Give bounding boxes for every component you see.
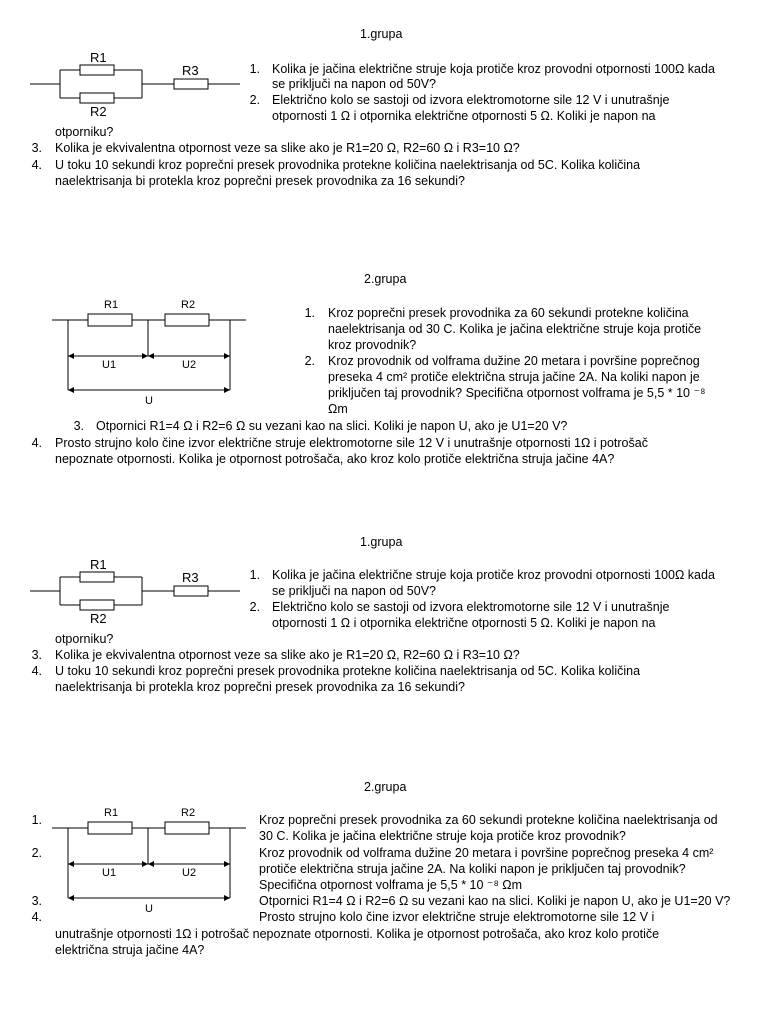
q2-number: 2. [249,93,260,107]
g3-q3: Kolika je ekvivalentna otpornost veze sa slike ako je R1=20 Ω, R2=60 Ω i R3=10 Ω? [55,648,520,662]
q4-number: 4. [31,664,42,678]
q3-number: 3. [31,141,42,155]
g4-q1-line1: Kroz poprečni presek provodnika za 60 sekundi protekne količina naelektrisanja od [259,813,718,827]
g1-q2-line1: Električno kolo se sastoji od izvora elektromotorne sile 12 V i unutrašnje [272,93,670,107]
label-u1: U1 [102,867,117,879]
g3-q4-line1: U toku 10 sekundi kroz poprečni presek provodnika protekne količina naelektrisanja od 5C. Kolika količina [55,664,641,678]
g3-q4-line2: naelektrisanja bi protekla kroz poprečni presek provodnika za 16 sekundi? [55,680,465,694]
g1-q1-line1: Kolika je jačina električne struje koja protiče kroz provodni otpornosti 100Ω kada [272,62,715,76]
g4-q2-line2: protiče električna struja jačine 2A. Na koliki napon je priključen taj provodnik? [259,862,686,876]
q1-number: 1. [31,813,42,827]
q4-number: 4. [31,158,42,172]
label-r1: R1 [90,557,107,572]
g1-q3: Kolika je ekvivalentna otpornost veze sa slike ako je R1=20 Ω, R2=60 Ω i R3=10 Ω? [55,141,520,155]
g4-q2-line3: Specifična otpornost volframa je 5,5 * 10 ⁻⁸ Ωm [259,878,523,892]
label-r2: R2 [181,807,196,819]
label-r2: R2 [90,104,107,119]
g1-q2-line3: otporniku? [55,125,114,139]
g1-q4-line1: U toku 10 sekundi kroz poprečni presek provodnika protekne količina naelektrisanja od 5C. Kolika količina [55,158,641,172]
label-u: U [145,395,153,407]
g1-q2-line2: otpornosti 1 Ω i otpornika električne otpornosti 5 Ω. Koliki je napon na [272,109,656,123]
label-u1: U1 [102,359,117,371]
g3-q2-line1: Električno kolo se sastoji od izvora elektromotorne sile 12 V i unutrašnje [272,600,670,614]
g2-q3: Otpornici R1=4 Ω i R2=6 Ω su vezani kao na slici. Koliki je napon U, ako je U1=20 V? [96,419,568,433]
g3-q1-line1: Kolika je jačina električne struje koja protiče kroz provodni otpornosti 100Ω kada [272,568,715,582]
label-u2: U2 [182,867,197,879]
g1-q4-line2: naelektrisanja bi protekla kroz poprečni presek provodnika za 16 sekundi? [55,174,465,188]
group4-title: 2.grupa [364,780,407,794]
g1-q1-line2: se priključi na napon od 50V? [272,77,437,91]
g2-q2-line2: preseka 4 cm² protiče električna struja jačine 2A. Na koliki napon je [328,370,700,384]
g2-q1-line3: kroz provodnik? [328,338,417,352]
label-r2: R2 [181,299,196,311]
g2-q2-line3: priključen taj provodnik? Specifična otpornost volframa je 5,5 * 10 ⁻⁸ [328,386,706,400]
q1-number: 1. [249,568,260,582]
q3-number: 3. [31,894,42,908]
label-r1: R1 [104,807,119,819]
label-r3: R3 [182,570,199,585]
group1-title: 1.grupa [360,27,403,41]
q2-number: 2. [304,354,315,368]
q1-number: 1. [249,62,260,76]
g3-q2-line2: otpornosti 1 Ω i otpornika električne otpornosti 5 Ω. Koliki je napon na [272,616,656,630]
g2-q2-line4: Ωm [328,402,348,416]
label-r3: R3 [182,63,199,78]
g2-q4-line2: nepoznate otpornosti. Kolika je otpornost potrošača, ako kroz kolo protiče električna struja jačine 4A? [55,452,615,466]
g4-q4-line2: unutrašnje otpornosti 1Ω i potrošač nepoznate otpornosti. Kolika je otpornost potrošača, ako kroz kolo protiče [55,927,660,941]
q3-number: 3. [31,648,42,662]
g4-q1-line2: 30 C. Kolika je jačina električne struje koja protiče kroz provodnik? [259,829,626,843]
g2-q4-line1: Prosto strujno kolo čine izvor električne struje elektromotorne sile 12 V i unutrašnje otpornosti 1Ω i potrošač [55,436,648,450]
g4-q4-line1: Prosto strujno kolo čine izvor električne struje elektromotorne sile 12 V i [259,910,655,924]
q3-number: 3. [73,419,84,433]
q4-number: 4. [31,436,42,450]
group3-title: 1.grupa [360,535,403,549]
label-r1: R1 [90,50,107,65]
q2-number: 2. [249,600,260,614]
q4-number: 4. [31,910,42,924]
g4-q3: Otpornici R1=4 Ω i R2=6 Ω su vezani kao na slici. Koliki je napon U, ako je U1=20 V? [259,894,731,908]
g2-q1-line2: naelektrisanja od 30 C. Kolika je jačina električne struje koja protiče [328,322,702,336]
q2-number: 2. [31,846,42,860]
q1-number: 1. [304,306,315,320]
label-r1: R1 [104,299,119,311]
g4-q2-line1: Kroz provodnik od volframa dužine 20 metara i površine poprečnog preseka 4 cm² [259,846,714,860]
label-u: U [145,903,153,915]
g2-q2-line1: Kroz provodnik od volframa dužine 20 metara i površine poprečnog [328,354,700,368]
g3-q1-line2: se priključi na napon od 50V? [272,584,437,598]
label-u2: U2 [182,359,197,371]
g3-q2-line3: otporniku? [55,632,114,646]
g4-q4-line3: električna struja jačine 4A? [55,943,205,957]
g2-q1-line1: Kroz poprečni presek provodnika za 60 sekundi protekne količina [328,306,689,320]
group2-title: 2.grupa [364,272,407,286]
label-r2: R2 [90,611,107,626]
